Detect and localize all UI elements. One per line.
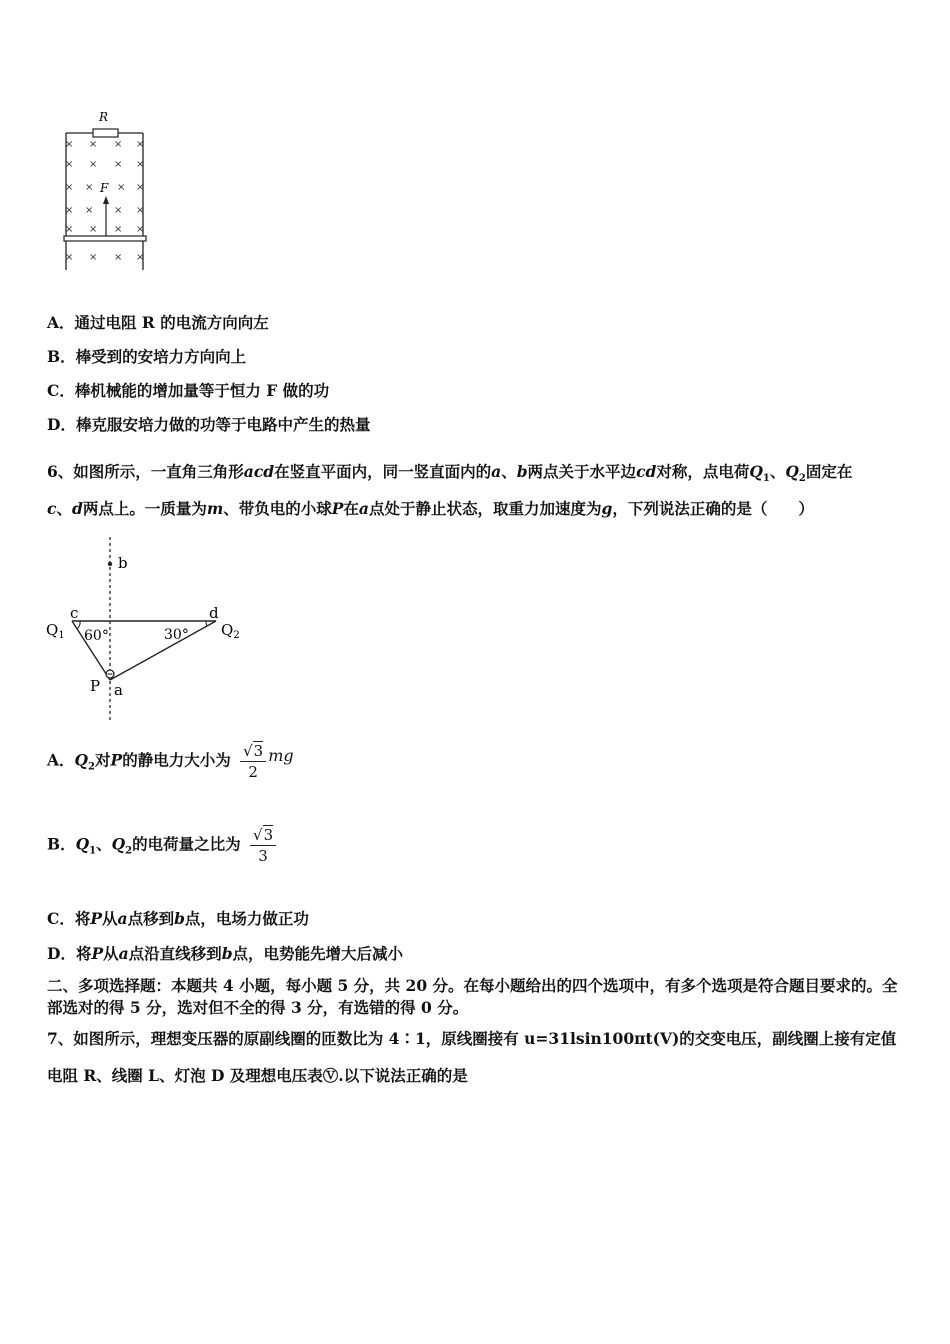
angle-arc-d	[206, 621, 207, 626]
field-mark: ×	[114, 139, 123, 150]
field-mark: ×	[89, 159, 98, 170]
label-d: d	[209, 604, 219, 622]
q6-stem-line2: c、d两点上。一质量为m、带负电的小球P在a点处于静止状态，取重力加速度为g，下列说法正确的是（ ）	[47, 499, 814, 518]
field-mark: ×	[65, 252, 74, 263]
field-mark: ×	[117, 182, 126, 193]
field-mark: ×	[85, 182, 94, 193]
force-label: F	[100, 181, 109, 195]
q7-stem-line2: 电阻 R、线圈 L、灯泡 D 及理想电压表Ⓥ.以下说法正确的是	[47, 1066, 468, 1085]
label-q1: $Q_1$	[46, 621, 65, 641]
resistor-r	[93, 129, 118, 137]
q5-option-a: A．通过电阻 R 的电流方向向左	[47, 313, 269, 332]
q6-stem-line1: 6、如图所示，一直角三角形acd在竖直平面内，同一竖直面内的a、b两点关于水平边cd对称，点电荷$Q_1$、$Q_2$固定在	[47, 462, 853, 485]
q6-option-b: B．$Q_1$、$Q_2$的电荷量之比为 $\frac{√3}{3}$	[47, 826, 276, 865]
angle-30-label: 30°	[164, 627, 189, 643]
field-mark: ×	[65, 205, 74, 216]
field-mark: ×	[114, 252, 123, 263]
field-mark: ×	[114, 224, 123, 235]
label-a: a	[114, 681, 123, 699]
q6-option-d: D．将P从a点沿直线移到b点，电势能先增大后减小	[47, 944, 404, 963]
field-mark: ×	[65, 139, 74, 150]
field-mark: ×	[65, 159, 74, 170]
q5-option-b: B．棒受到的安培力方向向上	[47, 347, 247, 366]
point-b	[108, 562, 112, 566]
label-c: c	[70, 604, 79, 622]
q6-option-a: A．$Q_2$对P的静电力大小为 $\frac{√3}{2}$ mg	[47, 742, 294, 781]
field-mark: ×	[114, 159, 123, 170]
field-mark: ×	[114, 205, 123, 216]
fraction-sqrt3-over-2: $\frac{√3}{2}$	[240, 742, 266, 781]
q5-option-d: D．棒克服安培力做的功等于电路中产生的热量	[47, 415, 371, 434]
q6-option-c: C．将P从a点移到b点，电场力做正功	[47, 909, 309, 928]
figure-triangle-charges	[44, 535, 254, 720]
figure-rail-circuit	[55, 105, 160, 275]
label-b: b	[118, 554, 128, 572]
conducting-bar	[64, 236, 146, 241]
field-mark: ×	[136, 252, 145, 263]
fraction-sqrt3-over-3: $\frac{√3}{3}$	[250, 826, 276, 865]
q7-stem-line1: 7、如图所示，理想变压器的原副线圈的匝数比为 4∶1，原线圈接有 u=31lsin100πt(V)的交变电压，副线圈上接有定值	[47, 1029, 897, 1048]
field-mark: ×	[89, 252, 98, 263]
section-multiple-choice-instructions: 二、多项选择题：本题共 4 小题，每小题 5 分，共 20 分。在每小题给出的四个选项中，有多个选项是符合题目要求的。全部选对的得 5 分，选对但不全的得 3 分，有选错的得 0 分。	[47, 976, 898, 1017]
field-mark: ×	[85, 205, 94, 216]
field-mark: ×	[89, 224, 98, 235]
field-mark: ×	[136, 224, 145, 235]
field-mark: ×	[136, 205, 145, 216]
angle-60-label: 60°	[84, 628, 109, 644]
field-mark: ×	[65, 224, 74, 235]
field-mark: ×	[89, 139, 98, 150]
q5-option-c: C．棒机械能的增加量等于恒力 F 做的功	[47, 381, 330, 400]
force-arrow-head	[103, 196, 109, 204]
label-q2: $Q_2$	[221, 621, 240, 641]
field-mark: ×	[136, 182, 145, 193]
field-mark: ×	[136, 139, 145, 150]
angle-arc-c	[77, 621, 80, 629]
resistor-label: R	[99, 110, 109, 124]
field-mark: ×	[136, 159, 145, 170]
field-mark: ×	[65, 182, 74, 193]
label-p: P	[90, 677, 101, 695]
